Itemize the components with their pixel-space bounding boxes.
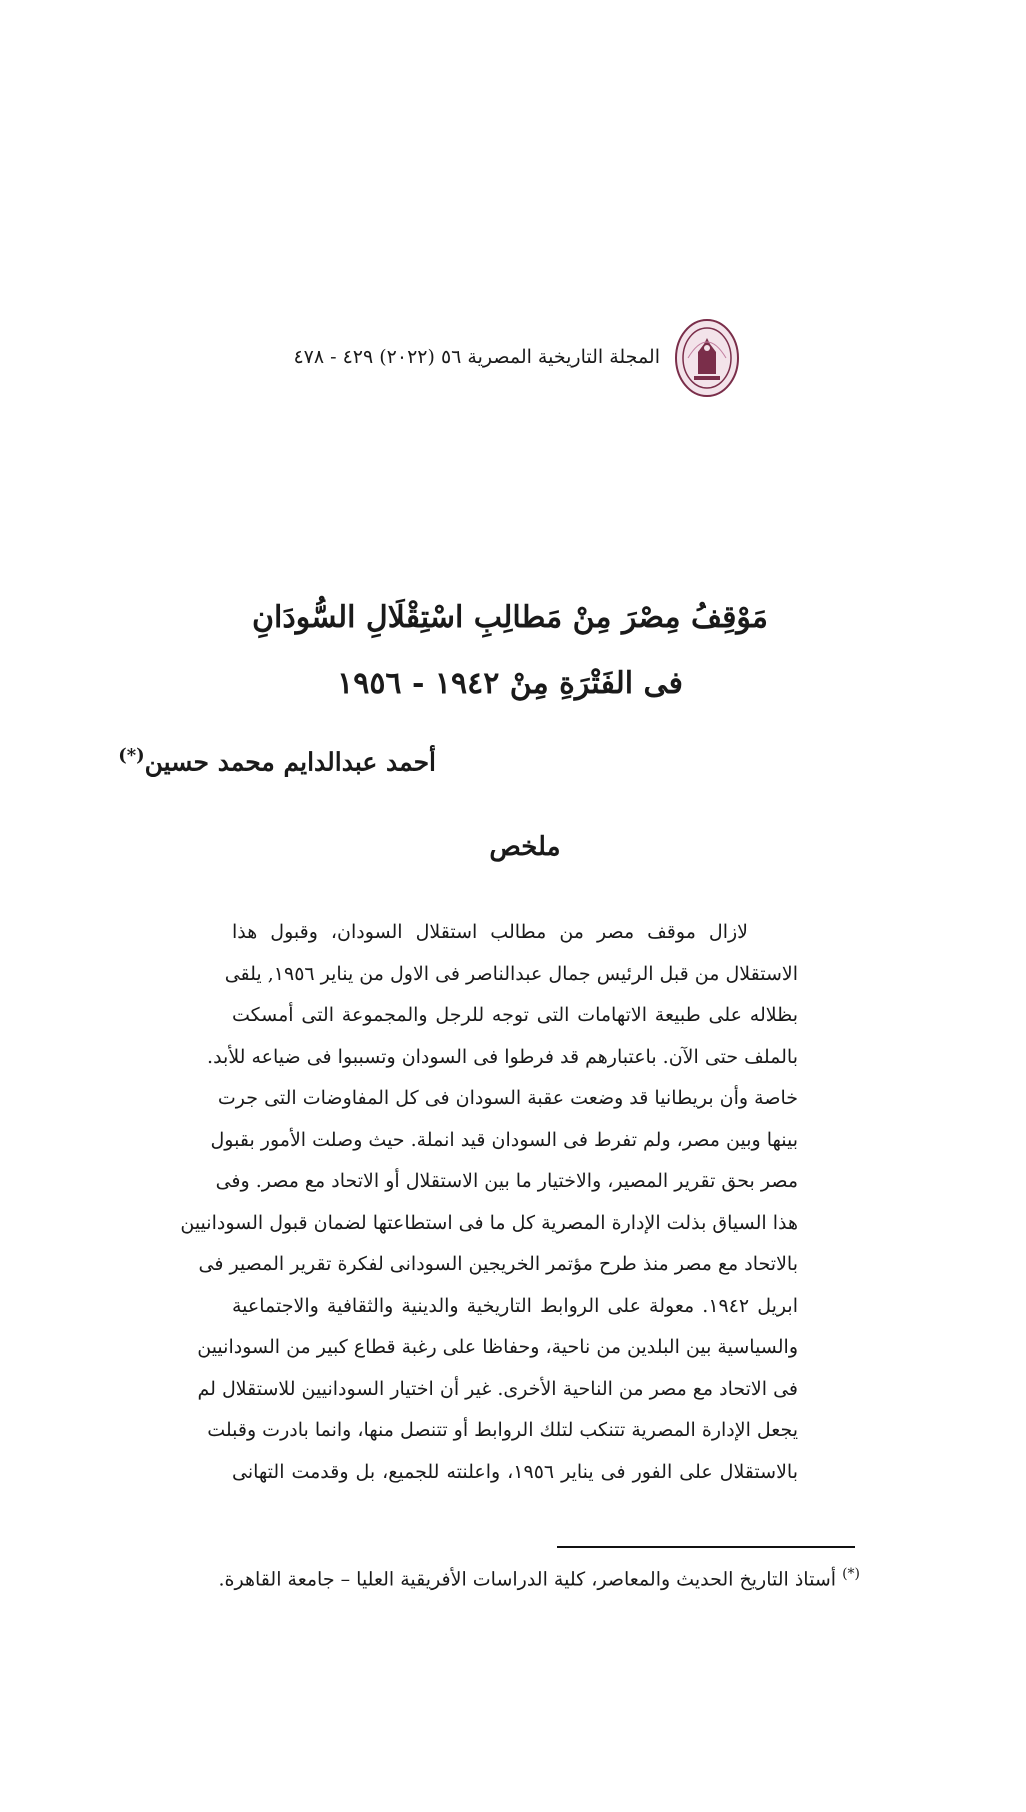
footnote-marker: (*) xyxy=(842,1566,860,1582)
abstract-body xyxy=(180,912,798,1493)
abstract-line: بظلاله على طبيعة الاتهامات التى توجه للرجل والمجموعة التى أمسكت xyxy=(232,1004,798,1026)
author-footnote-marker: (*) xyxy=(118,745,145,766)
abstract-line: الاستقلال من قبل الرئيس جمال عبدالناصر فى الاول من يناير ١٩٥٦, يلقى xyxy=(224,962,798,985)
abstract-line: بالملف حتى الآن. باعتبارهم قد فرطوا فى السودان وتسببوا فى ضياعه للأبد. xyxy=(207,1045,798,1068)
abstract-line: بينها وبين مصر، ولم تفرط فى السودان قيد انملة. حيث وصلت الأمور بقبول xyxy=(210,1128,798,1151)
abstract-line: لازال موقف مصر من مطالب استقلال السودان، وقبول هذا xyxy=(232,921,748,943)
author-line xyxy=(118,745,436,776)
title-line-1: مَوْقِفُ مِصْرَ مِنْ مَطالِبِ اسْتِقْلَالِ السُّودَانِ xyxy=(251,600,768,635)
abstract-line: بالاتحاد مع مصر منذ طرح مؤتمر الخريجين السودانى لفكرة تقرير المصير فى xyxy=(198,1253,798,1275)
abstract-line: خاصة وأن بريطانيا قد وضعت عقبة السودان فى كل المفاوضات التى جرت xyxy=(217,1087,798,1109)
footnote-divider xyxy=(557,1546,855,1548)
footnote xyxy=(220,1566,860,1590)
journal-citation: المجلة التاريخية المصرية ٥٦ (٢٠٢٢) ٤٢٩ - ٤٧٨ xyxy=(293,346,660,368)
abstract-line: هذا السياق بذلت الإدارة المصرية كل ما فى استطاعتها لضمان قبول السودانيين xyxy=(180,1211,798,1234)
title-line-2: فى الفَتْرَةِ مِنْ ١٩٤٢ - ١٩٥٦ xyxy=(337,666,683,701)
author-name: أحمد عبدالدايم محمد حسين xyxy=(144,747,436,777)
article-title xyxy=(200,585,820,717)
journal-emblem-icon xyxy=(674,318,740,398)
abstract-line: والسياسية بين البلدين من ناحية، وحفاظا على رغبة قطاع كبير من السودانيين xyxy=(197,1336,798,1358)
abstract-line: يجعل الإدارة المصرية تتنكب لتلك الروابط أو تتنصل منها، وانما بادرت وقبلت xyxy=(207,1419,798,1441)
abstract-line: فى الاتحاد مع مصر من الناحية الأخرى. غير أن اختيار السودانيين للاستقلال لم xyxy=(197,1377,798,1400)
abstract-line: مصر بحق تقرير المصير، والاختيار ما بين الاستقلال أو الاتحاد مع مصر. وفى xyxy=(215,1170,798,1192)
abstract-line: ابريل ١٩٤٢. معولة على الروابط التاريخية والدينية والثقافية والاجتماعية xyxy=(232,1294,798,1317)
abstract-heading: ملخص xyxy=(489,832,561,862)
journal-header xyxy=(293,318,740,408)
abstract-line: بالاستقلال على الفور فى يناير ١٩٥٦، واعلنته للجميع، بل وقدمت التهانى xyxy=(232,1460,798,1483)
footnote-text: أستاذ التاريخ الحديث والمعاصر، كلية الدراسات الأفريقية العليا – جامعة القاهرة. xyxy=(218,1568,837,1591)
